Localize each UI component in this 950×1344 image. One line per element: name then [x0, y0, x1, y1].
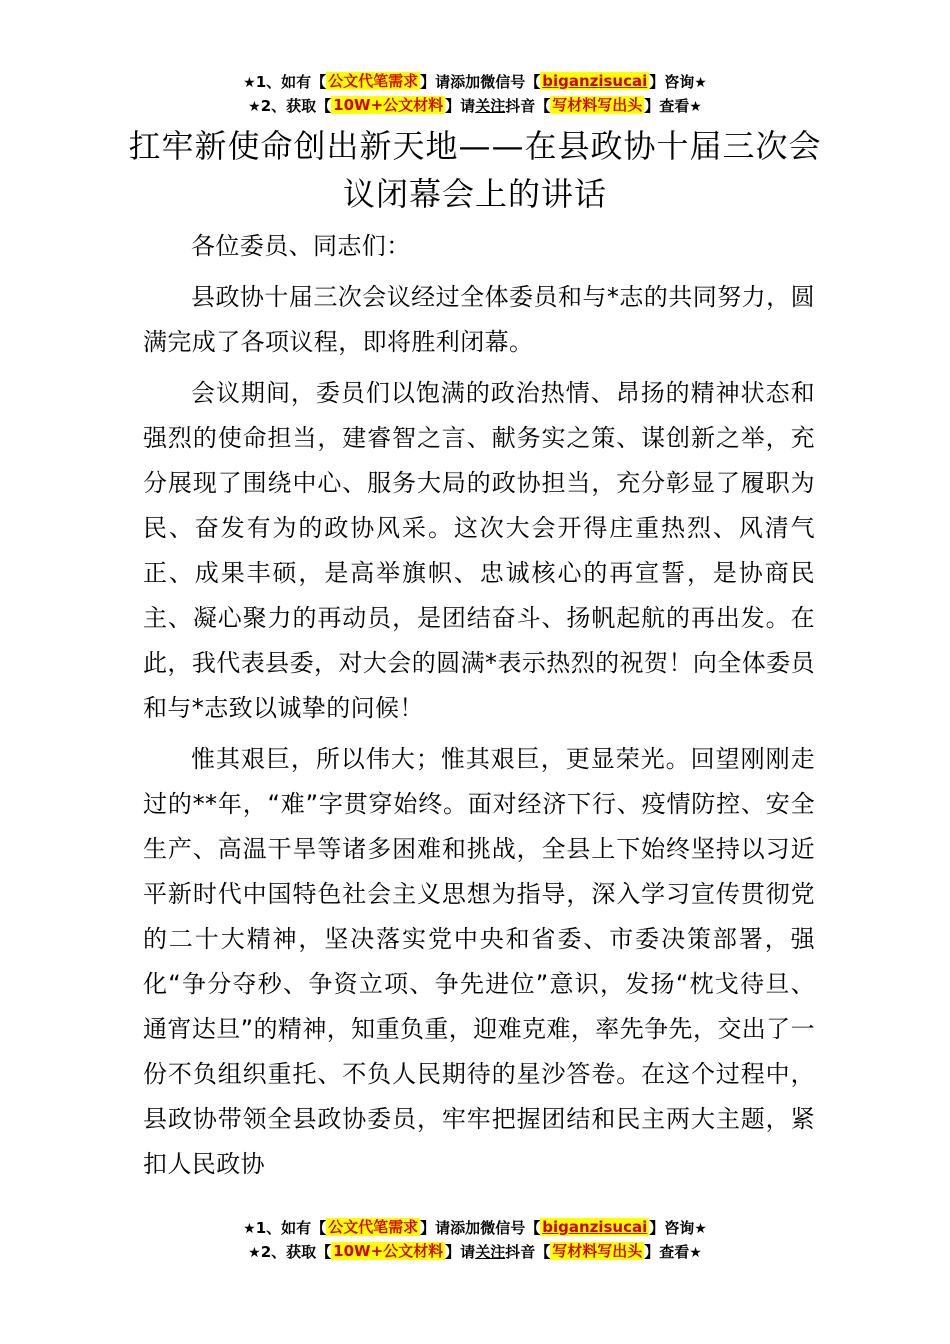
promo-text: 2、获取【 — [260, 97, 332, 115]
promo-highlight: 10W+公文材料 — [333, 1242, 444, 1260]
promo-text: 】请 — [420, 1219, 451, 1237]
promo-line-1 — [0, 1216, 950, 1240]
star-icon: ★ — [694, 1221, 707, 1237]
promo-emphasis: 添加 — [450, 73, 481, 91]
promo-line-2 — [0, 94, 950, 118]
promo-highlight: 公文代笔需求 — [328, 1218, 419, 1236]
body-paragraph: 县政协十届三次会议经过全体委员和与*志的共同努力，圆满完成了各项议程，即将胜利闭幕。 — [143, 283, 815, 356]
promo-text: 微信号【 — [480, 1219, 541, 1237]
document-body — [143, 224, 815, 1193]
wechat-id-highlight: biganzisucai — [542, 72, 648, 90]
document-title: 扛牢新使命创出新天地——在县政协十届三次会议闭幕会上的讲话 — [128, 127, 822, 213]
promo-text: 抖音【 — [505, 1243, 551, 1261]
body-paragraph: 会议期间，委员们以饱满的政治热情、昂扬的精神状态和强烈的使命担当，建睿智之言、献务实之策、谋创新之举，充分展现了围绕中心、服务大局的政协担当，充分彰显了履职为民、奋发有为的政协风采。这次大会开得庄重热烈、风清气正、成果丰硕，是高举旗帜、忠诚核心的再宣誓，是协商民主、凝心聚力的再动员，是团结奋斗、扬帆起航的再出发。在此，我代表县委，对大会的圆满*表示热烈的祝贺！向全体委员和与*志致以诚挚的问候！ — [143, 379, 815, 722]
promo-text: 】查看 — [644, 1243, 690, 1261]
promo-text: 】请 — [445, 1243, 476, 1261]
promo-text: 1、如有【 — [255, 73, 327, 91]
promo-text: 1、如有【 — [255, 1219, 327, 1237]
douyin-highlight: 写材料写出头 — [552, 1242, 643, 1260]
star-icon: ★ — [689, 1245, 702, 1261]
star-icon: ★ — [248, 99, 261, 115]
promo-text: 】请 — [420, 73, 451, 91]
promo-line-1 — [0, 70, 950, 94]
promo-line-2 — [0, 1240, 950, 1264]
promo-text: 抖音【 — [505, 97, 551, 115]
promo-emphasis: 关注 — [475, 1243, 506, 1261]
footer-promo-banner — [0, 1216, 950, 1264]
promo-highlight: 公文代笔需求 — [328, 72, 419, 90]
promo-text: 】咨询 — [649, 73, 695, 91]
promo-text: 微信号【 — [480, 73, 541, 91]
star-icon: ★ — [689, 99, 702, 115]
header-promo-banner — [0, 70, 950, 118]
star-icon: ★ — [694, 75, 707, 91]
promo-highlight: 10W+公文材料 — [333, 96, 444, 114]
star-icon: ★ — [243, 1221, 256, 1237]
wechat-id-highlight: biganzisucai — [542, 1218, 648, 1236]
body-paragraph: 惟其艰巨，所以伟大；惟其艰巨，更显荣光。回望刚刚走过的**年，“难”字贯穿始终。面对经济下行、疫情防控、安全生产、高温干旱等诸多困难和挑战，全县上下始终坚持以习近平新时代中国特色社会主义思想为指导，深入学习宣传贯彻党的二十大精神，坚决落实党中央和省委、市委决策部署，强化“争分夺秒、争资立项、争先进位”意识，发扬“枕戈待旦、通宵达旦”的精神，知重负重，迎难克难，率先争先，交出了一份不负组织重托、不负人民期待的星沙答卷。在这个过程中，县政协带领全县政协委员，牢牢把握团结和民主两大主题，紧扣人民政协 — [143, 745, 815, 1178]
promo-emphasis: 关注 — [475, 97, 506, 115]
promo-emphasis: 添加 — [450, 1219, 481, 1237]
douyin-highlight: 写材料写出头 — [552, 96, 643, 114]
promo-text: 2、获取【 — [260, 1243, 332, 1261]
promo-text: 】请 — [445, 97, 476, 115]
star-icon: ★ — [248, 1245, 261, 1261]
star-icon: ★ — [243, 75, 256, 91]
salutation: 各位委员、同志们： — [191, 232, 411, 260]
promo-text: 】查看 — [644, 97, 690, 115]
promo-text: 】咨询 — [649, 1219, 695, 1237]
